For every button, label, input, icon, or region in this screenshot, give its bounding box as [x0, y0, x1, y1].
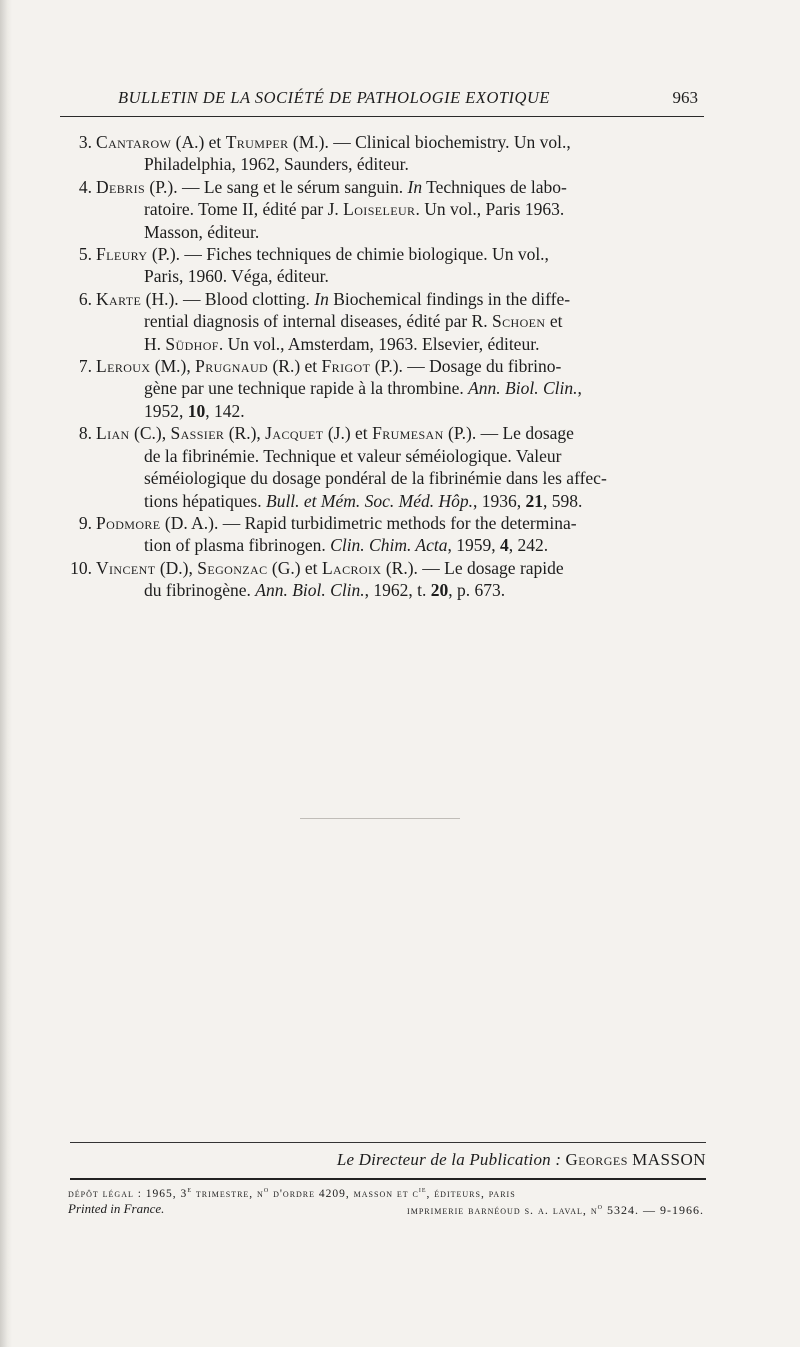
reference-number: 7. — [78, 356, 92, 377]
reference-line: Podmore (D. A.). — Rapid turbidimetric methods for the determina- — [96, 512, 577, 533]
reference-item — [78, 131, 708, 176]
reference-line: Karte (H.). — Blood clotting. In Biochemical findings in the diffe- — [96, 288, 571, 309]
reference-line: Debris (P.). — Le sang et le sérum sanguin. In Techniques de labo- — [96, 176, 567, 197]
footer-rule-top — [70, 1142, 706, 1143]
reference-number: 6. — [78, 288, 92, 309]
reference-line: Philadelphia, 1962, Saunders, éditeur. — [144, 154, 409, 175]
reference-line: 1952, 10, 142. — [144, 400, 245, 421]
journal-title: BULLETIN DE LA SOCIÉTÉ DE PATHOLOGIE EXOTIQUE — [118, 88, 550, 107]
reference-line: du fibrinogène. Ann. Biol. Clin., 1962, t. 20, p. 673. — [144, 580, 506, 601]
reference-line: Leroux (M.), Prugnaud (R.) et Frigot (P.). — Dosage du fibrino- — [96, 356, 562, 377]
reference-line: rential diagnosis of internal diseases, édité par R. Schoen et — [144, 311, 563, 332]
reference-list — [70, 131, 708, 602]
reference-line: gène par une technique rapide à la thrombine. Ann. Biol. Clin., — [144, 378, 582, 399]
reference-item — [78, 512, 708, 557]
reference-item — [70, 557, 708, 602]
legal-deposit-line — [68, 1184, 704, 1200]
printed-in: Printed in France. — [68, 1201, 165, 1216]
footer-rule-bottom — [70, 1178, 706, 1180]
page-number: 963 — [672, 88, 698, 107]
publication-director — [337, 1150, 706, 1170]
reference-line: tions hépatiques. Bull. et Mém. Soc. Méd. Hôp., 1936, 21, 598. — [144, 490, 583, 511]
reference-line: Paris, 1960. Véga, éditeur. — [144, 266, 329, 287]
bleed-through-rule — [300, 818, 460, 819]
printer-line — [68, 1201, 704, 1217]
reference-number: 3. — [78, 132, 92, 152]
reference-line: H. Südhof. Un vol., Amsterdam, 1963. Elsevier, éditeur. — [144, 333, 540, 354]
director-label: Le Directeur de la Publication : — [336, 1150, 562, 1169]
printer-info: imprimerie barnéoud s. a. laval, $n^o$ 5324. — 9-1966. — [407, 1201, 704, 1217]
reference-number: 9. — [78, 512, 92, 533]
reference-item — [78, 422, 708, 512]
reference-item — [78, 355, 708, 422]
reference-line: Masson, éditeur. — [144, 221, 260, 242]
reference-line: ratoire. Tome II, édité par J. Loiseleur. Un vol., Paris 1963. — [144, 199, 565, 220]
reference-item — [78, 176, 708, 243]
legal-deposit-text: dépôt légal : 1965, 3e trimestre, $n^o$ d'ordre 4209, masson et $c^{ie}$, éditeurs, paris — [68, 1184, 516, 1200]
running-head — [60, 86, 704, 117]
director-last-name: MASSON — [632, 1150, 706, 1169]
reference-line: Fleury (P.). — Fiches techniques de chimie biologique. Un vol., — [96, 244, 549, 265]
reference-number: 4. — [78, 176, 92, 197]
reference-line: séméiologique du dosage pondéral de la fibrinémie dans les affec- — [144, 468, 607, 489]
reference-number: 8. — [78, 423, 92, 444]
reference-line: Vincent (D.), Segonzac (G.) et Lacroix (R.). — Le dosage rapide — [96, 557, 564, 578]
reference-line: tion of plasma fibrinogen. Clin. Chim. Acta, 1959, 4, 242. — [144, 535, 549, 556]
reference-line: Cantarow (A.) et Trumper (M.). — Clinical biochemistry. Un vol., — [96, 132, 571, 152]
reference-item — [78, 243, 708, 288]
reference-line: de la fibrinémie. Technique et valeur séméiologique. Valeur — [144, 445, 562, 466]
reference-item — [78, 288, 708, 355]
reference-number: 5. — [78, 244, 92, 265]
director-first-name: Georges — [565, 1150, 628, 1169]
reference-number: 10. — [70, 557, 92, 578]
reference-line: Lian (C.), Sassier (R.), Jacquet (J.) et Frumesan (P.). — Le dosage — [96, 423, 574, 444]
